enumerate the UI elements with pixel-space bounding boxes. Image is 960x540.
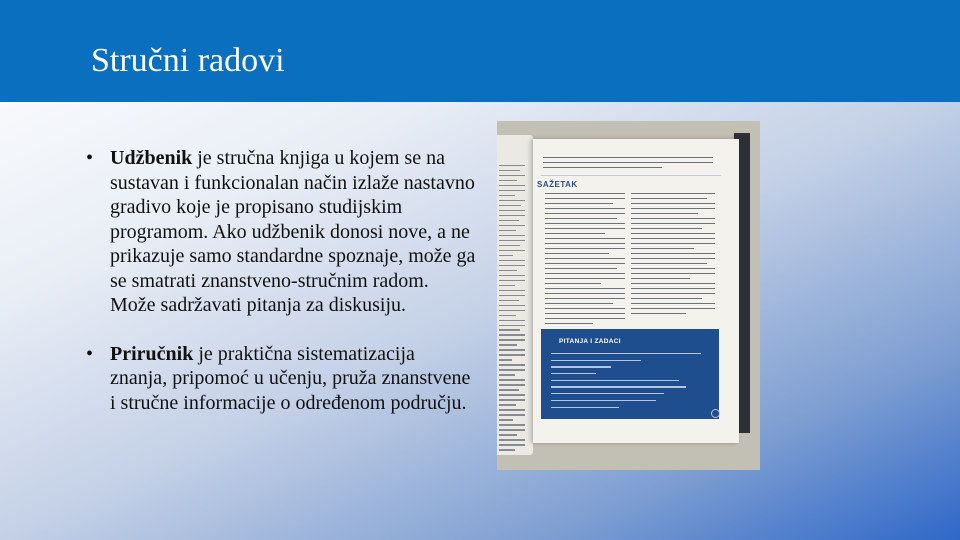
bullet-text: je stručna knjiga u kojem se na sustavan i funkcionalan način izlaže nastavno gradivo koje je propisano studijskim programom. Ako udžbenik donosi nove, a ne prikazuje samo standardne spoznaje, može ga se smatrati znanstveno-stručnim radom. Može sadržavati pitanja za diskusiju.	[110, 147, 476, 316]
bullet-item-udzbenik	[86, 146, 476, 318]
bullet-dot-icon: •	[86, 147, 94, 169]
questions-list	[551, 353, 701, 413]
bullet-term: Udžbenik	[110, 147, 193, 169]
bullet-list	[86, 146, 476, 415]
summary-heading: SAŽETAK	[537, 180, 578, 189]
top-paragraph	[543, 157, 713, 172]
section-divider	[541, 175, 721, 176]
bullet-text: je praktična sistematizacija znanja, pripomoć u učenju, pruža znanstvene i stručne informacije o određenom području.	[110, 342, 471, 414]
book-left-page	[497, 135, 533, 455]
page-number-badge	[711, 409, 720, 418]
title-bar	[0, 0, 960, 102]
bullet-item-prirucnik	[86, 342, 476, 416]
summary-column-left	[545, 193, 625, 328]
questions-heading: PITANJA I ZADACI	[559, 338, 621, 345]
textbook-photo	[497, 121, 760, 470]
left-page-text	[499, 165, 525, 454]
summary-column-right	[631, 193, 715, 318]
bullet-dot-icon: •	[86, 342, 94, 365]
slide-title: Stručni radovi	[91, 42, 285, 79]
bullet-term: Priručnik	[110, 342, 194, 365]
